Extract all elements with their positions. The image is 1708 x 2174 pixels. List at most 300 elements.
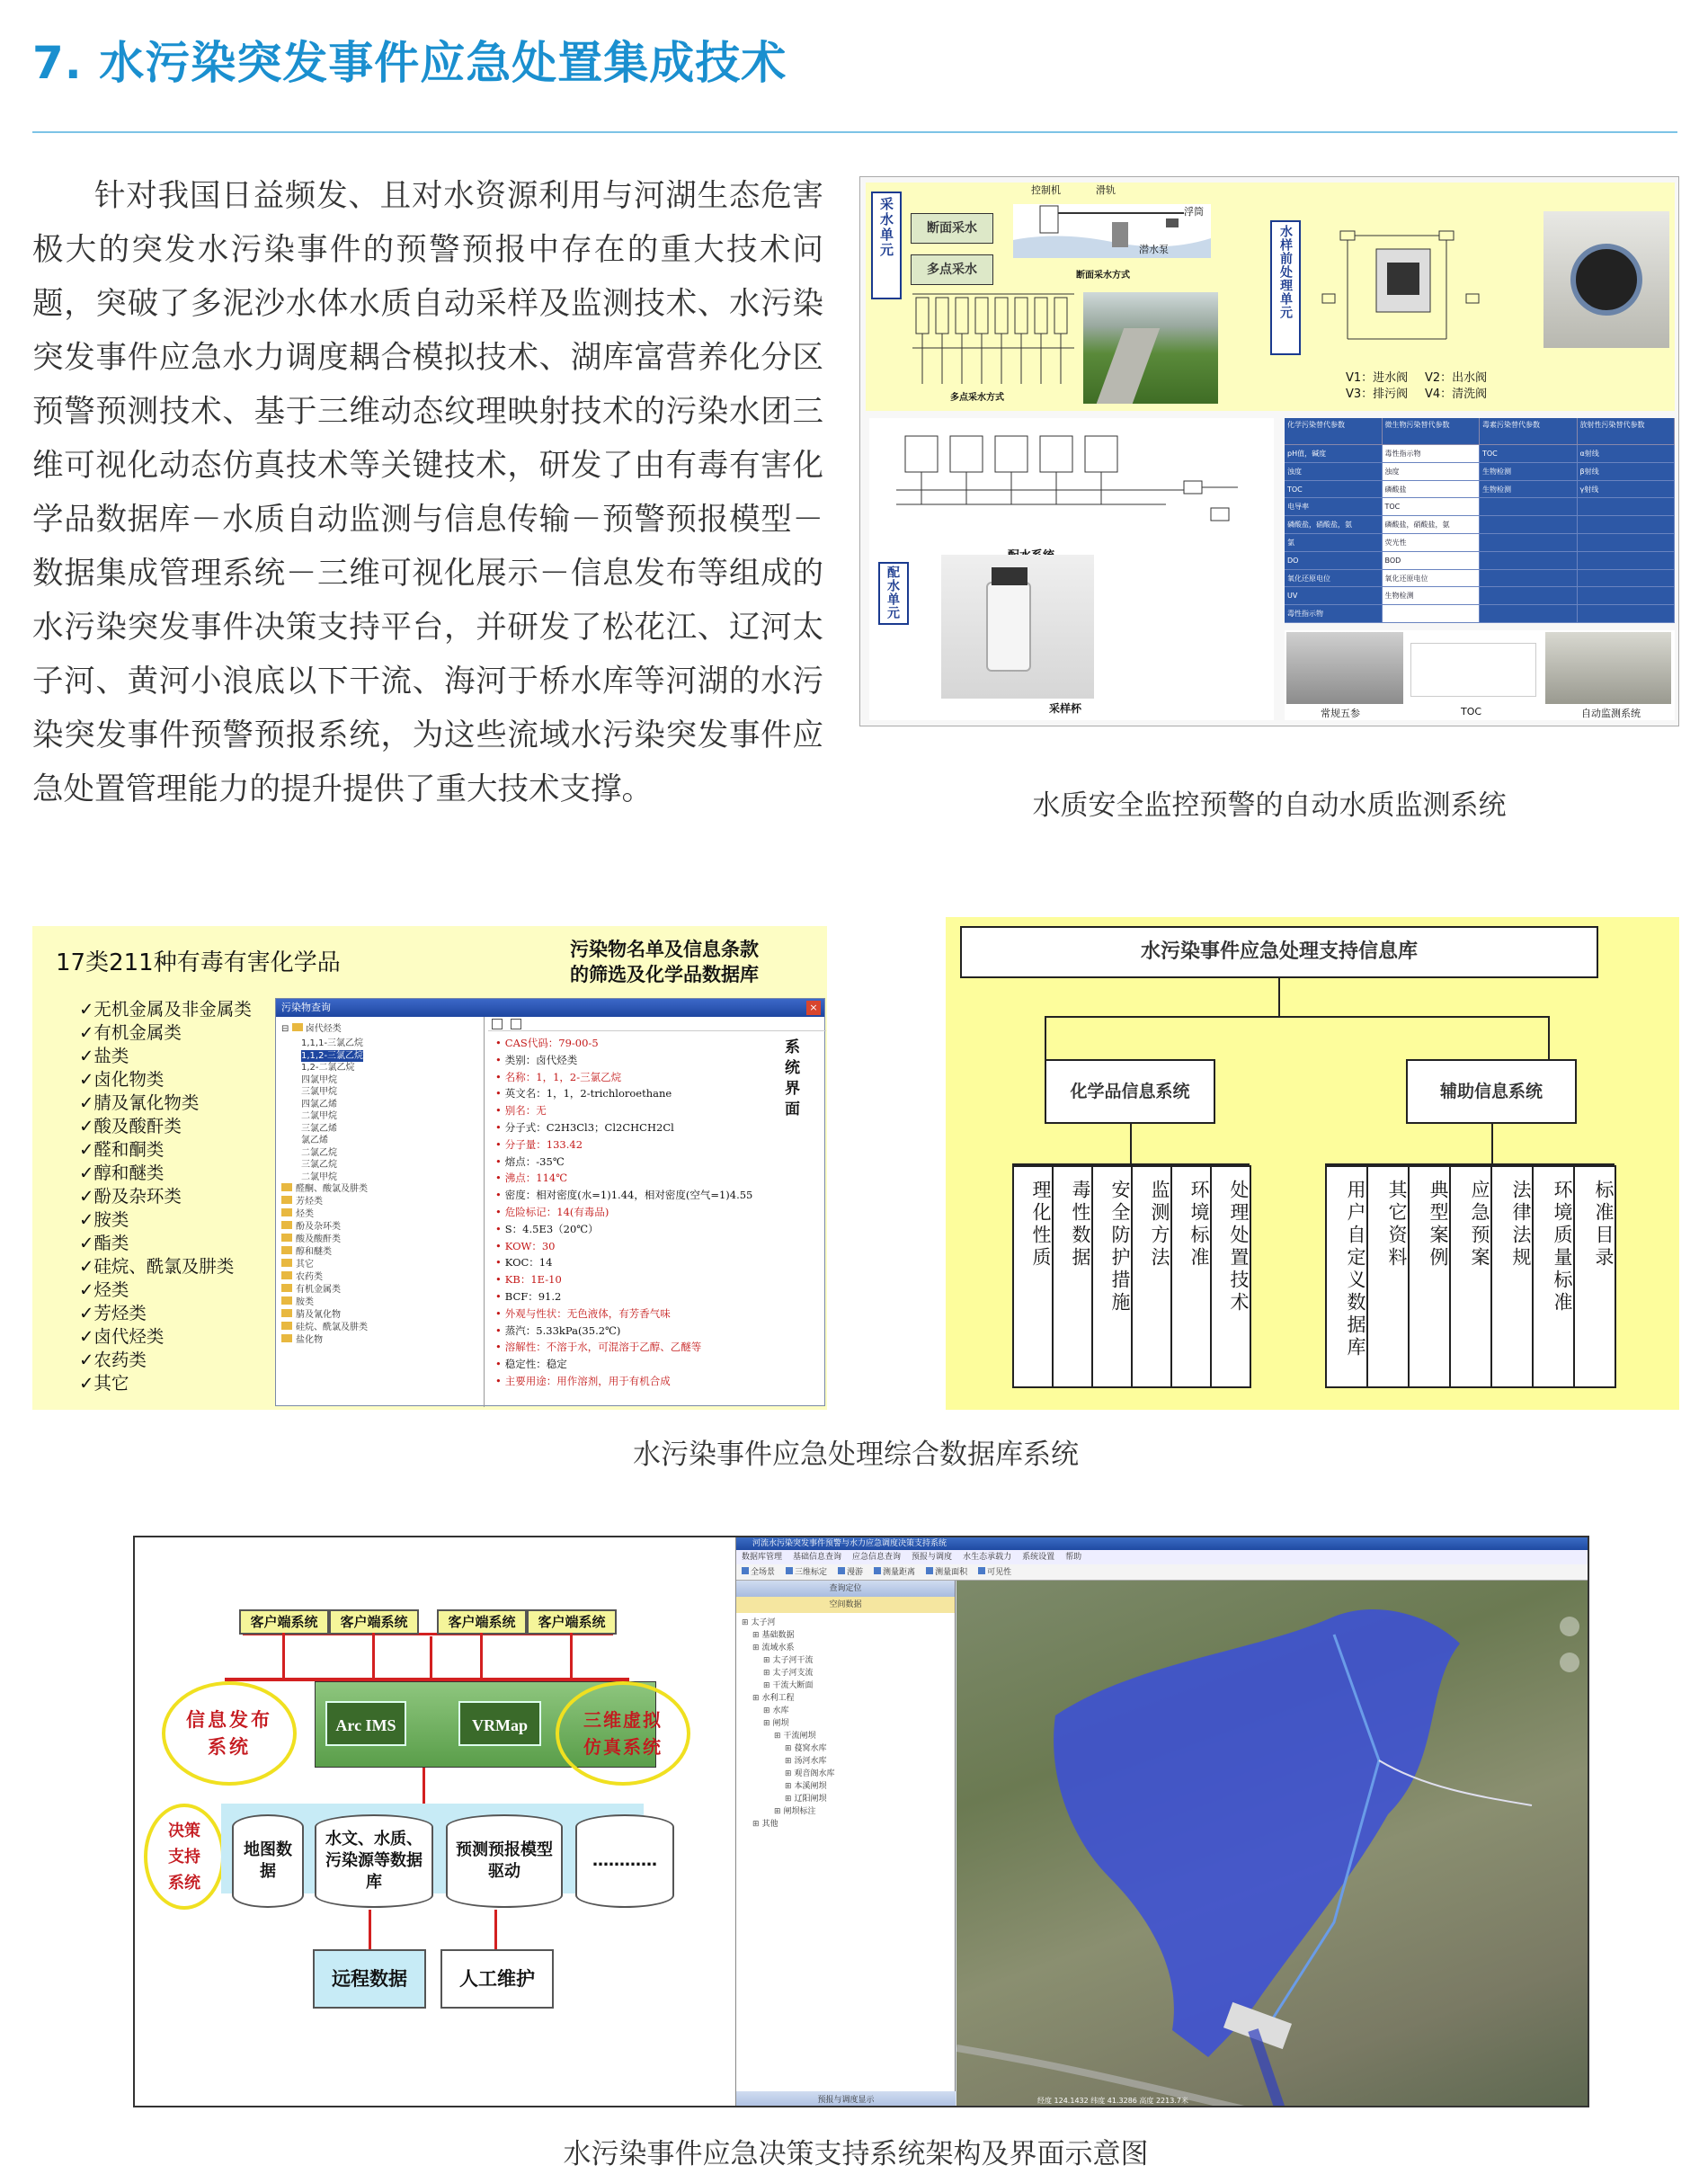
app-menu-item[interactable]: 预报与调度 [912, 1553, 953, 1562]
app-tree-node[interactable]: ⊞ 其他 [752, 1820, 778, 1829]
tree-toggle-icon: ⊞ [763, 1719, 770, 1728]
app-tree-node[interactable]: ⊞ 太子河干流 [763, 1656, 814, 1665]
distribution-unit-box [878, 562, 909, 625]
tree-folder[interactable]: 酸及酸酐类 [281, 1234, 484, 1246]
info-leaf-box: 典型案例 [1408, 1165, 1451, 1388]
tree-toggle-icon: ⊞ [785, 1769, 792, 1778]
decision-support-oval: 决策支持系统 [144, 1804, 225, 1910]
tree-item[interactable]: 二氯甲烷 [301, 1172, 337, 1182]
table-cell: DO [1285, 552, 1383, 569]
pretreat-diagram [1304, 213, 1502, 366]
bullet-icon: • [495, 1087, 502, 1100]
table-cell [1480, 534, 1578, 551]
chem-detail-line: • 分子量：133.42 [495, 1137, 583, 1151]
app-tree-node[interactable]: ⊞ 汤河水库 [785, 1757, 827, 1766]
window-titlebar [276, 999, 824, 1017]
table-cell [1480, 570, 1578, 587]
app-tool-button[interactable]: 测量面积 [926, 1568, 967, 1577]
info-leaf-box: 环境标准 [1170, 1165, 1212, 1388]
chem-category-item: ✓有机金属类 [79, 1022, 182, 1043]
3d-sim-oval: 三维虚拟仿真系统 [556, 1681, 690, 1786]
tree-toggle-icon: ⊞ [763, 1656, 770, 1665]
control-box-label: 控制机 [1031, 184, 1061, 196]
bullet-icon: • [495, 1256, 502, 1270]
app-tree-node[interactable]: ⊞ 水利工程 [752, 1694, 795, 1703]
table-cell [1578, 587, 1676, 604]
tool-icon [874, 1567, 881, 1574]
photo-label-3: 自动监测系统 [1581, 708, 1641, 719]
database-cylinder: ………… [575, 1814, 674, 1908]
folder-icon [281, 1284, 292, 1292]
chem-category-item: ✓硅烷、酰氯及肼类 [79, 1256, 235, 1277]
chem-detail-line: • 英文名：1，1，2-trichloroethane [495, 1087, 672, 1100]
client-connector [282, 1633, 285, 1678]
app-menu-item[interactable]: 水生态承载力 [963, 1553, 1012, 1562]
title-divider [32, 131, 1677, 133]
tree-folder[interactable]: 腈及氰化物 [281, 1309, 484, 1322]
table-cell: UV [1285, 587, 1383, 604]
table-cell: γ射线 [1578, 481, 1676, 498]
table-cell [1480, 605, 1578, 622]
manual-maintenance-box: 人工维护 [440, 1949, 554, 2009]
table-cell [1578, 516, 1676, 533]
valve-3: V3：排污阀 [1346, 388, 1409, 401]
chem-category-item: ✓酯类 [79, 1233, 129, 1253]
bullet-icon: • [495, 1189, 502, 1202]
tree-folder[interactable]: 胺类 [281, 1296, 484, 1309]
chem-detail-line: • 蒸汽：5.33kPa(35.2℃) [495, 1323, 621, 1337]
chem-detail-line: • 稳定性：稳定 [495, 1358, 567, 1371]
tree-item[interactable]: 三氯乙烯 [301, 1123, 337, 1134]
chem-detail-line: • 危险标记：14(有毒品) [495, 1205, 609, 1218]
figure-3-caption: 水污染事件应急决策支持系统架构及界面示意图 [563, 2138, 1149, 2170]
app-tree-node[interactable]: ⊞ 葠窝水库 [785, 1744, 827, 1753]
table-cell [1578, 570, 1676, 587]
tree-folder[interactable]: 烃类 [281, 1208, 484, 1221]
folder-icon [281, 1221, 292, 1229]
tree-toggle-icon: ⊞ [763, 1706, 770, 1715]
chem-detail-line: • 名称：1，1，2-三氯乙烷 [495, 1070, 622, 1083]
photo-label-2: TOC [1461, 706, 1482, 717]
tree-toggle-icon: ⊞ [752, 1631, 760, 1640]
monitoring-photos [1285, 630, 1675, 720]
support-db-root: 水污染事件应急处理支持信息库 [960, 926, 1598, 978]
figure-2-caption: 水污染事件应急处理综合数据库系统 [633, 1439, 1079, 1471]
system-interface-label: 系统界面 [781, 1038, 799, 1121]
tree-item[interactable]: 1,2-二氯乙烷 [301, 1063, 355, 1073]
chem-query-window [275, 998, 825, 1406]
table-cell [1480, 516, 1578, 533]
table-cell: BOD [1383, 552, 1481, 569]
multi-mode-label: 多点采水方式 [950, 393, 1004, 403]
info-leaf-box: 环境质量标准 [1532, 1165, 1575, 1388]
chem-category-item: ✓醇和醚类 [79, 1163, 165, 1183]
chem-right-title-2: 的筛选及化学品数据库 [570, 964, 759, 985]
chem-detail-line: • 外观与性状：无色液体，有芳香气味 [495, 1306, 671, 1320]
chem-detail-line: • CAS代码：79-00-5 [495, 1037, 599, 1049]
table-cell: 磷酸盐，硝酸盐，氨 [1285, 516, 1383, 533]
table-cell: TOC [1480, 445, 1578, 462]
3d-terrain-view[interactable] [956, 1581, 1589, 2107]
chem-category-item: ✓盐类 [79, 1046, 129, 1066]
chem-detail-line: • 类别：卤代烃类 [495, 1053, 578, 1066]
table-cell [1480, 552, 1578, 569]
bullet-icon: • [495, 1120, 502, 1134]
tree-item[interactable]: 四氯甲烷 [301, 1074, 337, 1085]
parameter-table [1285, 418, 1675, 623]
tool-icon [978, 1567, 985, 1574]
info-release-oval: 信息发布系统 [162, 1681, 297, 1786]
app-tree-node[interactable]: ⊞ 流域水系 [752, 1644, 795, 1653]
folder-icon [281, 1259, 292, 1267]
info-leaf-box: 应急预案 [1449, 1165, 1492, 1388]
table-cell [1480, 498, 1578, 515]
chem-category-item: ✓无机金属及非金属类 [79, 999, 252, 1020]
app-tool-button[interactable]: 三维标定 [786, 1568, 827, 1577]
bullet-icon: • [495, 1053, 502, 1066]
app-tool-button[interactable]: 全场景 [742, 1568, 775, 1577]
client-connector [480, 1633, 483, 1678]
arcims-box: Arc IMS [325, 1701, 406, 1746]
decision-app-window [735, 1537, 1589, 2107]
table-cell: 浊度 [1383, 463, 1481, 480]
figure-chemical-database [32, 926, 827, 1410]
distribution-diagram [896, 427, 1256, 553]
remote-data-box: 远程数据 [313, 1949, 426, 2009]
float-label: 浮筒 [1184, 206, 1204, 218]
sampling-unit-box [871, 192, 902, 299]
tree-folder[interactable]: 酚及杂环类 [281, 1221, 484, 1234]
bullet-icon: • [495, 1374, 502, 1387]
table-row [1285, 498, 1675, 516]
folder-icon [281, 1196, 292, 1204]
app-tree-node[interactable]: ⊞ 辽阳闸坝 [785, 1795, 827, 1804]
table-cell [1578, 605, 1676, 622]
tree-toggle-icon: ⊞ [763, 1681, 770, 1690]
table-row [1285, 534, 1675, 552]
vrmap-box: VRMap [458, 1701, 541, 1746]
tree-item[interactable]: 1,1,2-三氯乙烷 [301, 1050, 364, 1061]
chem-right-title-1: 污染物名单及信息条款 [570, 939, 759, 960]
pretreat-photo [1543, 211, 1669, 348]
tree-toggle-icon: ⊞ [785, 1795, 792, 1804]
folder-icon [281, 1246, 292, 1254]
chem-category-item: ✓农药类 [79, 1350, 147, 1370]
tree-toggle-icon: ⊞ [785, 1757, 792, 1766]
table-cell: 氧化还原电位 [1285, 570, 1383, 587]
tool-icon [838, 1567, 845, 1574]
chem-category-item: ✓醛和酮类 [79, 1139, 165, 1160]
client-connector [372, 1633, 375, 1678]
bullet-icon: • [495, 1323, 502, 1337]
app-tree-node[interactable]: ⊞ 太子河支流 [763, 1669, 814, 1678]
database-cylinder: 水文、水质、污染源等数据库 [315, 1814, 433, 1908]
tree-toggle-icon: ⊞ [752, 1820, 760, 1829]
multi-sampling-box: 多点采水 [911, 254, 993, 285]
database-cylinder: 地图数据 [232, 1814, 304, 1908]
folder-icon [281, 1309, 292, 1317]
tree-item[interactable]: 四氯乙烯 [301, 1099, 337, 1109]
tree-toggle-icon: ⊞ [752, 1694, 760, 1703]
compass-icon[interactable] [1560, 1617, 1579, 1636]
table-cell: 毒性指示物 [1285, 605, 1383, 622]
table-cell [1578, 498, 1676, 515]
chem-detail-line: • 别名：无 [495, 1104, 547, 1118]
section-mode-label: 断面采水方式 [1076, 271, 1130, 281]
table-row [1285, 552, 1675, 570]
zoom-icon[interactable] [1560, 1653, 1579, 1672]
tree-item[interactable]: 1,1,1-三氯乙烷 [301, 1038, 364, 1048]
bullet-icon: • [495, 1104, 502, 1118]
app-menu-item[interactable]: 系统设置 [1022, 1553, 1055, 1562]
app-tree-node[interactable]: ⊞ 基础数据 [752, 1631, 795, 1640]
tool-icon [926, 1567, 933, 1574]
chem-detail-line: • S：4.5E3（20℃） [495, 1222, 599, 1235]
pretreat-unit-label: 水样前处理单元 [1278, 225, 1293, 319]
sampling-cup-photo [941, 555, 1094, 699]
app-tree-node[interactable]: ⊞ 太子河 [742, 1618, 776, 1627]
leaf-bus [1325, 1163, 1615, 1165]
table-header-cell: 放射性污染替代参数 [1578, 418, 1676, 444]
bullet-icon: • [495, 1070, 502, 1083]
table-cell: 毒性指示物 [1383, 445, 1481, 462]
window-title: 污染物查询 [281, 1002, 331, 1013]
chem-category-item: ✓烃类 [79, 1279, 129, 1300]
bullet-icon: • [495, 1273, 502, 1287]
valve-1: V1：进水阀 [1346, 371, 1409, 385]
app-tool-button[interactable]: 漫游 [838, 1568, 863, 1577]
app-menu-item[interactable]: 基础信息查询 [793, 1553, 842, 1562]
app-tree-node[interactable]: ⊞ 干流大断面 [763, 1681, 814, 1690]
table-row [1285, 445, 1675, 463]
table-row [1285, 481, 1675, 499]
app-tree-node[interactable]: ⊞ 闸坝标注 [774, 1807, 816, 1816]
tree-toggle-icon: ⊞ [785, 1744, 792, 1753]
tree-toggle-icon: ⊞ [774, 1807, 781, 1816]
chem-category-item: ✓卤代烃类 [79, 1326, 165, 1347]
table-row [1285, 587, 1675, 605]
chem-category-item: ✓卤化物类 [79, 1069, 165, 1090]
print-icon[interactable] [511, 1019, 521, 1029]
tree-folder[interactable]: 盐化物 [281, 1334, 484, 1347]
info-leaf-box: 法律法规 [1490, 1165, 1534, 1388]
app-tool-button[interactable]: 可见性 [978, 1568, 1011, 1577]
tree-folder[interactable]: 其它 [281, 1259, 484, 1271]
table-cell: 荧光性 [1383, 534, 1481, 551]
tree-toggle-icon: ⊞ [763, 1669, 770, 1678]
table-cell: 生物检测 [1383, 587, 1481, 604]
bullet-icon: • [495, 1154, 502, 1168]
tree-folder[interactable]: 农药类 [281, 1271, 484, 1284]
bullet-icon: • [495, 1222, 502, 1235]
photo-label-1: 常规五参 [1321, 708, 1360, 719]
app-tree-node[interactable]: ⊞ 观音阁水库 [785, 1769, 835, 1778]
coordinate-status: 经度 124.1432 纬度 41.3286 高度 2213.7米 [1037, 2097, 1188, 2105]
app-tree-node[interactable]: ⊞ 本溪闸坝 [785, 1782, 827, 1791]
folder-icon [281, 1271, 292, 1279]
folder-icon [281, 1334, 292, 1342]
figure-monitoring-system [859, 176, 1679, 726]
bullet-icon: • [495, 1205, 502, 1218]
detail-toolbar [488, 1017, 826, 1031]
table-row [1285, 463, 1675, 481]
table-row [1285, 605, 1675, 623]
info-leaf-box: 理化性质 [1012, 1165, 1054, 1388]
tree-folder[interactable]: 醇和醚类 [281, 1246, 484, 1259]
chem-category-item: ✓酸及酸酐类 [79, 1116, 182, 1136]
table-cell: 氯 [1285, 534, 1383, 551]
table-cell: 电导率 [1285, 498, 1383, 515]
tool-icon [786, 1567, 793, 1574]
table-cell: 磷酸盐，硝酸盐，氨 [1383, 516, 1481, 533]
info-leaf-box: 标准目录 [1573, 1165, 1616, 1388]
bullet-icon: • [495, 1137, 502, 1151]
info-leaf-box: 处理处置技术 [1210, 1165, 1251, 1388]
info-leaf-box: 毒性数据 [1052, 1165, 1093, 1388]
panel-bottom-tab[interactable]: 预报与调度显示 [736, 2091, 956, 2107]
tree-item[interactable]: 二氯甲烷 [301, 1111, 337, 1121]
app-menu-item[interactable]: 帮助 [1065, 1553, 1082, 1562]
window-close-icon[interactable]: × [806, 1001, 821, 1015]
bullet-icon: • [495, 1306, 502, 1320]
table-cell: 磷酸盐 [1383, 481, 1481, 498]
tree-folder[interactable]: 有机金属类 [281, 1284, 484, 1296]
chem-category-item: ✓腈及氰化物类 [79, 1092, 200, 1113]
figure-decision-support [133, 1536, 1589, 2107]
client-system-box: 客户端系统 [329, 1609, 419, 1635]
chem-count-title: 17类211种有毒有害化学品 [56, 949, 341, 976]
app-tree-node[interactable]: ⊞ 闸坝 [763, 1719, 789, 1728]
tree-item[interactable]: 二氯乙烷 [301, 1147, 337, 1158]
chem-category-item: ✓酚及杂环类 [79, 1186, 182, 1207]
tree-folder[interactable]: 硅烷、酰氯及肼类 [281, 1322, 484, 1334]
chem-detail-line: • BCF：91.2 [495, 1289, 562, 1303]
table-row [1285, 516, 1675, 534]
distribution-unit-label: 配水单元 [885, 566, 900, 619]
section-sampling-box: 断面采水 [911, 213, 993, 244]
reservoir-water-overlay [956, 1581, 1589, 2107]
table-cell: TOC [1383, 498, 1481, 515]
sampling-unit-label: 采水单元 [878, 197, 894, 258]
panel-tab-spatial[interactable]: 空间数据 [736, 1597, 955, 1613]
folder-icon [281, 1296, 292, 1305]
table-cell: TOC [1285, 481, 1383, 498]
tree-toggle-icon: ⊞ [752, 1644, 760, 1653]
figure-support-info-tree [946, 917, 1679, 1410]
sampling-cup-label: 采样杯 [1049, 702, 1082, 715]
info-leaf-box: 安全防护措施 [1091, 1165, 1133, 1388]
folder-icon [281, 1183, 292, 1191]
client-connector [570, 1633, 573, 1678]
app-side-panel [736, 1581, 956, 2107]
chem-detail-line: • 分子式：C2H3Cl3；Cl2CHCH2Cl [495, 1120, 674, 1134]
tree-item[interactable]: 氯乙烯 [301, 1136, 328, 1145]
leaf-bus [1012, 1163, 1250, 1165]
table-cell: 生物检测 [1480, 463, 1578, 480]
table-cell: β射线 [1578, 463, 1676, 480]
panel-tab-query[interactable]: 查询定位 [736, 1581, 955, 1597]
table-row [1285, 570, 1675, 588]
table-cell: 浊度 [1285, 463, 1383, 480]
save-icon[interactable] [492, 1019, 503, 1029]
table-header-cell: 微生物污染替代参数 [1383, 418, 1481, 444]
multi-sampling-diagram [903, 285, 1083, 402]
chem-info-system-box: 化学品信息系统 [1045, 1059, 1215, 1124]
chem-detail-line: • KB：1E-10 [495, 1273, 562, 1287]
tree-item[interactable]: 三氯乙烷 [301, 1160, 337, 1170]
table-cell [1383, 605, 1481, 622]
app-tree-node[interactable]: ⊞ 水库 [763, 1706, 789, 1715]
app-menu-item[interactable]: 应急信息查询 [852, 1553, 902, 1562]
chem-category-list [79, 998, 252, 1395]
app-menubar [736, 1550, 1589, 1564]
info-leaf-box: 用户自定义数据库 [1325, 1165, 1368, 1388]
app-titlebar: 河流水污染突发事件预警与水力应急调度决策支持系统 [736, 1537, 1589, 1550]
info-leaf-box: 其它资料 [1366, 1165, 1410, 1388]
intro-paragraph: 针对我国日益频发、且对水资源利用与河湖生态危害极大的突发水污染事件的预警预报中存在的重大技术问题，突破了多泥沙水体水质自动采样及监测技术、水污染突发事件应急水力调度耦合模拟技术、湖库富营养化分区预警预测技术、基于三维动态纹理映射技术的污染水团三维可视化动态仿真技术等关键技术，研发了由有毒有害化学品数据库－水质自动监测与信息传输－预警预报模型－数据集成管理系统－三维可视化展示－信息发布等组成的水污染突发事件决策支持平台，并研发了松花江、辽河太子河、黄河小浪底以下干流、海河于桥水库等河湖的水污染突发事件预警预报系统，为这些流域水污染突发事件应急处置管理能力的提升提供了重大技术支撑。 [32, 178, 823, 807]
chem-detail-line: • 熔点：-35℃ [495, 1154, 565, 1168]
folder-icon [281, 1208, 292, 1216]
client-system-box: 客户端系统 [437, 1609, 527, 1635]
tree-folder[interactable]: 醛酮、酸氯及肼类 [281, 1183, 484, 1196]
bullet-icon: • [495, 1239, 502, 1252]
table-cell: 生物检测 [1480, 481, 1578, 498]
pretreat-unit-box [1270, 220, 1301, 355]
tree-toggle-icon: ⊞ [785, 1782, 792, 1791]
app-menu-item[interactable]: 数据库管理 [742, 1553, 783, 1562]
bullet-icon: • [495, 1289, 502, 1303]
bullet-icon: • [495, 1172, 502, 1185]
tree-toggle-icon: ⊞ [774, 1732, 781, 1741]
app-toolbar [736, 1564, 1589, 1581]
bullet-icon: • [495, 1358, 502, 1371]
app-tool-button[interactable]: 测量距离 [874, 1568, 915, 1577]
table-cell: pH值，碱度 [1285, 445, 1383, 462]
aux-info-system-box: 辅助信息系统 [1406, 1059, 1577, 1124]
table-cell [1578, 552, 1676, 569]
chem-detail-panel [495, 1035, 765, 1390]
table-cell [1578, 534, 1676, 551]
chem-detail-line: • 沸点：114℃ [495, 1172, 568, 1185]
folder-icon [281, 1322, 292, 1330]
folder-icon [281, 1234, 292, 1242]
chem-category-item: ✓芳烃类 [79, 1303, 147, 1323]
chem-category-item: ✓其它 [79, 1373, 129, 1394]
valve-4: V4：清洗阀 [1425, 388, 1488, 401]
table-cell: 氧化还原电位 [1383, 570, 1481, 587]
app-tree-node[interactable]: ⊞ 干流闸坝 [774, 1732, 816, 1741]
table-cell: α射线 [1578, 445, 1676, 462]
rail-label: 滑轨 [1096, 184, 1116, 196]
tree-toggle-icon: ⊞ [742, 1618, 749, 1627]
database-cylinder: 预测预报模型驱动 [446, 1814, 563, 1908]
tree-item[interactable]: 三氯甲烷 [301, 1087, 337, 1097]
chem-detail-line: • KOW：30 [495, 1239, 556, 1252]
tree-root[interactable]: ⊟ 卤代烃类 [281, 1024, 342, 1034]
page-title: 7. 水污染突发事件应急处置集成技术 [32, 37, 787, 89]
architecture-diagram [135, 1537, 735, 2107]
chem-category-item: ✓胺类 [79, 1209, 129, 1230]
table-cell [1480, 587, 1578, 604]
bullet-icon: • [495, 1037, 502, 1049]
table-header-cell: 化学污染替代参数 [1285, 418, 1383, 444]
chem-detail-line: • KOC：14 [495, 1256, 553, 1270]
chem-detail-line: • 主要用途：用作溶剂，用于有机合成 [495, 1374, 671, 1387]
bullet-icon: • [495, 1341, 502, 1354]
client-system-box: 客户端系统 [239, 1609, 329, 1635]
tree-folder[interactable]: 芳烃类 [281, 1196, 484, 1208]
chem-tree-panel [276, 1017, 485, 1407]
